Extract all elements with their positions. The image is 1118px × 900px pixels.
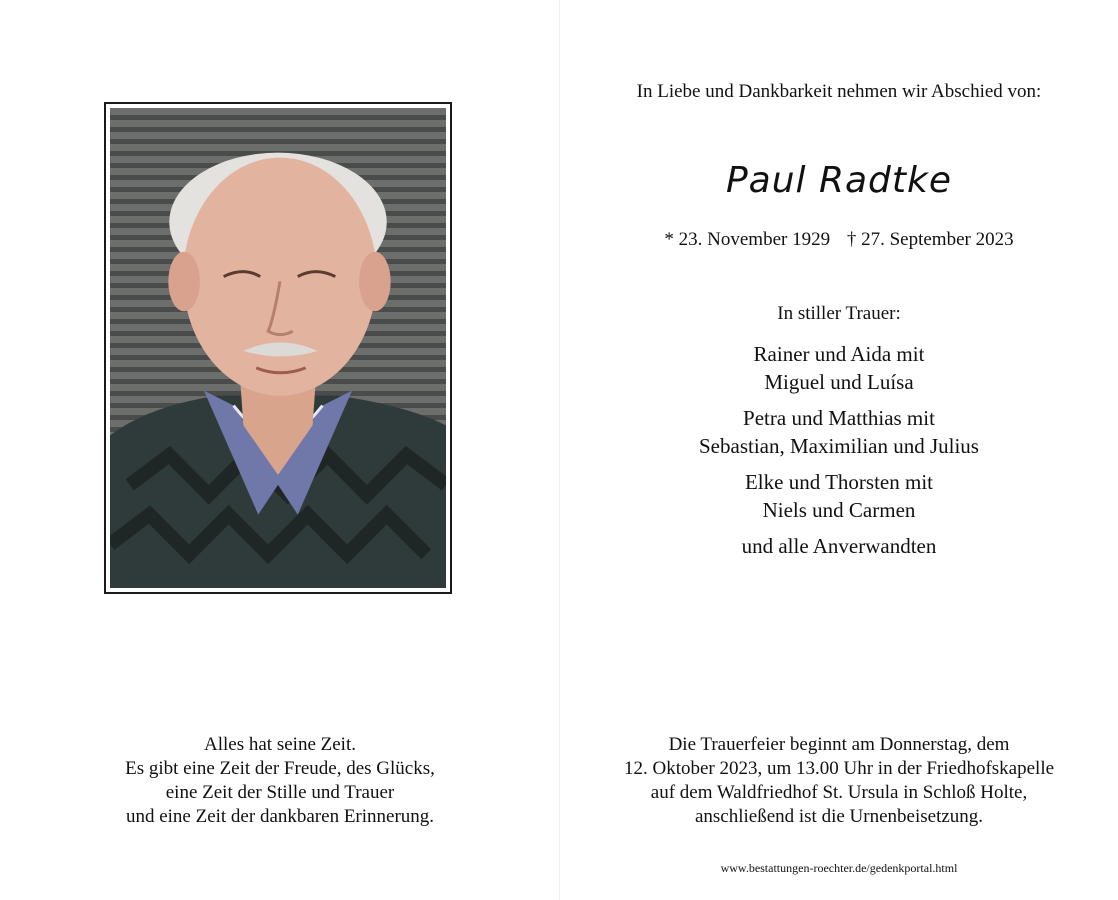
family-group <box>560 468 1118 524</box>
family-line: Miguel und Luísa <box>764 370 914 394</box>
portrait-frame <box>104 102 452 594</box>
ceremony-line: Die Trauerfeier beginnt am Donnerstag, dem <box>668 734 1010 755</box>
birth-date: * 23. November 1929 <box>664 229 831 250</box>
portrait-illustration <box>110 108 446 588</box>
quote-line: und eine Zeit der dankbaren Erinnerung. <box>125 806 435 827</box>
family-group <box>560 532 1118 560</box>
family-group <box>560 404 1118 460</box>
right-page <box>560 0 1118 900</box>
family-line: Sebastian, Maximilian und Julius <box>699 434 979 458</box>
family-list <box>560 340 1118 568</box>
quote-block <box>60 733 500 829</box>
portrait-photo <box>110 108 446 588</box>
ceremony-line: 12. Oktober 2023, um 13.00 Uhr in der Friedhofskapelle <box>623 758 1055 779</box>
website-url: www.bestattungen-roechter.de/gedenkportal.html <box>720 861 958 875</box>
deceased-name: Paul Radtke <box>725 160 953 201</box>
family-line: Niels und Carmen <box>762 498 916 522</box>
life-dates <box>560 229 1118 251</box>
family-line: Petra und Matthias mit <box>743 406 935 430</box>
mourning-label: In stiller Trauer: <box>777 303 901 324</box>
quote-line: Es gibt eine Zeit der Freude, des Glücks, <box>125 758 435 779</box>
family-line: Elke und Thorsten mit <box>744 470 933 494</box>
family-line: und alle Anverwandten <box>741 534 937 558</box>
quote-line: Alles hat seine Zeit. <box>204 734 356 755</box>
ceremony-info <box>560 733 1118 829</box>
family-line: Rainer und Aida mit <box>753 342 925 366</box>
death-date: † 27. September 2023 <box>846 229 1014 250</box>
quote-line: eine Zeit der Stille und Trauer <box>165 782 395 803</box>
ceremony-line: anschließend ist die Urnenbeisetzung. <box>694 806 984 827</box>
family-group <box>560 340 1118 396</box>
intro-text: In Liebe und Dankbarkeit nehmen wir Abschied von: <box>636 81 1042 102</box>
ceremony-line: auf dem Waldfriedhof St. Ursula in Schloß Holte, <box>650 782 1028 803</box>
